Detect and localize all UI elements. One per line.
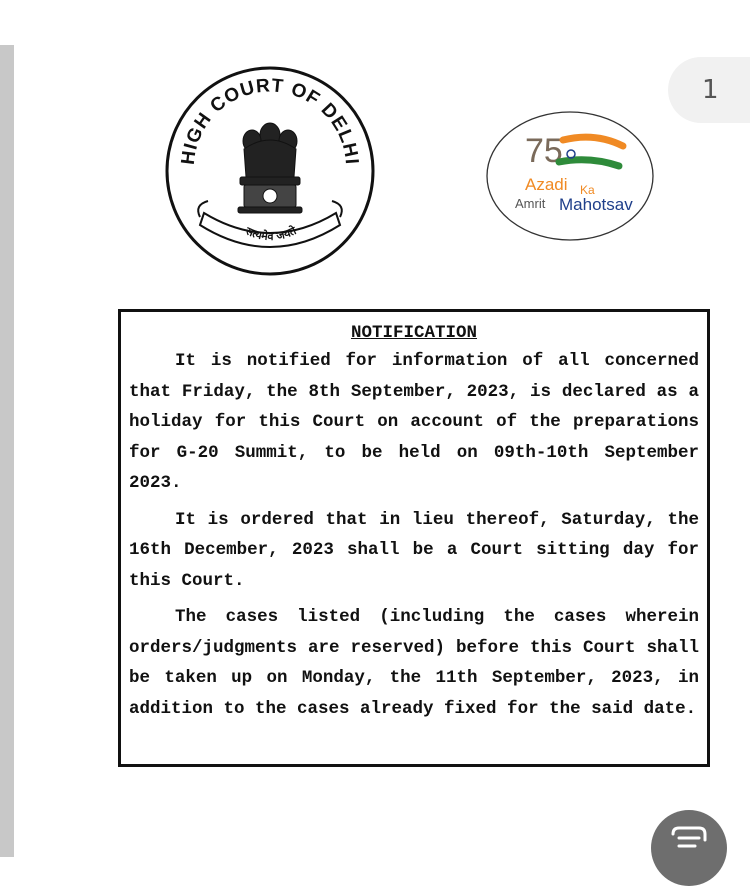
- notification-paragraph-3: The cases listed (including the cases wherein orders/judgments are reserved) before this Court shall be taken up on Monday, the 11th September, 2023, in addition to the cases already fixed for the said date.: [129, 607, 699, 719]
- comment-icon: [651, 810, 727, 886]
- azadi-line2a: Amrit: [515, 196, 546, 211]
- notification-title: NOTIFICATION: [350, 323, 478, 343]
- left-scroll-edge: [0, 45, 14, 857]
- seal-top-text: HIGH COURT OF DELHI: [177, 75, 362, 166]
- notification-paragraph-1: It is notified for information of all concerned that Friday, the 8th September, 2023, is declared as a holiday for this Court on account of the preparations for G-20 Summit, to be held on 09th-10th September 2023.: [129, 351, 699, 493]
- comment-fab-button[interactable]: [651, 810, 727, 886]
- notification-box: [118, 309, 710, 767]
- notification-paragraph-2: It is ordered that in lieu thereof, Saturday, the 16th December, 2023 shall be a Court sitting day for this Court.: [129, 509, 699, 591]
- page-number: 1: [702, 75, 719, 105]
- azadi-line1: Azadi: [525, 175, 568, 194]
- seal-motto: सत्यमेव जयते: [243, 224, 299, 244]
- svg-text:सत्यमेव जयते: [243, 223, 299, 243]
- high-court-seal-logo: [164, 65, 376, 277]
- azadi-line2b: Mahotsav: [559, 195, 633, 214]
- page-number-badge: [668, 57, 750, 123]
- azadi-ka-amrit-mahotsav-logo: [485, 110, 655, 242]
- azadi-numeral: 75: [525, 132, 563, 170]
- azadi-ka: Ka: [580, 183, 595, 197]
